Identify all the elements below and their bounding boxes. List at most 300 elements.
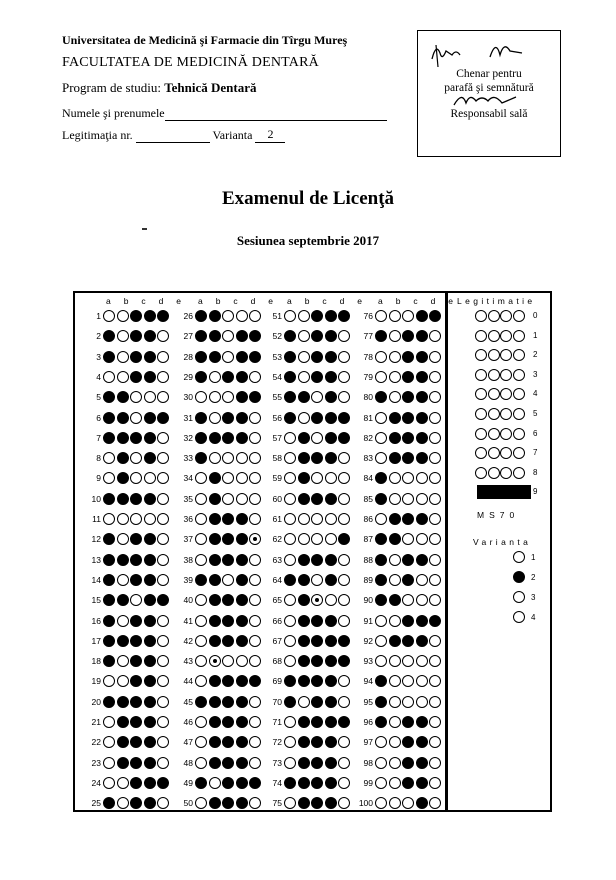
answer-bubble-b[interactable] — [117, 655, 129, 667]
answer-bubble-e[interactable] — [249, 493, 261, 505]
answer-bubble-b[interactable] — [209, 493, 221, 505]
answer-bubble-c[interactable] — [130, 513, 142, 525]
answer-bubble-a[interactable] — [103, 777, 115, 789]
answer-bubble-d[interactable] — [416, 452, 428, 464]
answer-bubble-c[interactable] — [222, 432, 234, 444]
answer-bubble-b[interactable] — [209, 757, 221, 769]
answer-bubble-c[interactable] — [130, 554, 142, 566]
answer-bubble-e[interactable] — [338, 574, 350, 586]
answer-bubble-d[interactable] — [144, 412, 156, 424]
legitimatie-bubble[interactable] — [475, 388, 487, 400]
answer-bubble-a[interactable] — [375, 696, 387, 708]
answer-bubble-a[interactable] — [103, 513, 115, 525]
answer-bubble-d[interactable] — [236, 615, 248, 627]
answer-bubble-a[interactable] — [103, 452, 115, 464]
answer-bubble-d[interactable] — [236, 472, 248, 484]
answer-bubble-e[interactable] — [249, 696, 261, 708]
answer-bubble-b[interactable] — [209, 594, 221, 606]
answer-bubble-a[interactable] — [375, 351, 387, 363]
answer-bubble-a[interactable] — [195, 472, 207, 484]
answer-bubble-a[interactable] — [195, 777, 207, 789]
answer-bubble-a[interactable] — [195, 696, 207, 708]
answer-bubble-d[interactable] — [325, 371, 337, 383]
answer-bubble-e[interactable] — [429, 574, 441, 586]
answer-bubble-a[interactable] — [103, 533, 115, 545]
answer-bubble-d[interactable] — [325, 675, 337, 687]
answer-bubble-d[interactable] — [416, 594, 428, 606]
answer-bubble-b[interactable] — [389, 777, 401, 789]
answer-bubble-d[interactable] — [236, 391, 248, 403]
answer-bubble-d[interactable] — [416, 371, 428, 383]
answer-bubble-e[interactable] — [338, 675, 350, 687]
answer-bubble-d[interactable] — [236, 310, 248, 322]
answer-bubble-e[interactable] — [338, 533, 350, 545]
varianta-bubble[interactable] — [513, 611, 525, 623]
answer-bubble-a[interactable] — [375, 371, 387, 383]
legitimatie-bubble[interactable] — [475, 428, 487, 440]
answer-bubble-b[interactable] — [117, 472, 129, 484]
legitimatie-bubble[interactable] — [500, 408, 512, 420]
legitimatie-bubble[interactable] — [513, 467, 525, 479]
answer-bubble-c[interactable] — [402, 452, 414, 464]
answer-bubble-d[interactable] — [325, 472, 337, 484]
answer-bubble-e[interactable] — [157, 493, 169, 505]
answer-bubble-d[interactable] — [325, 696, 337, 708]
answer-bubble-d[interactable] — [144, 513, 156, 525]
legitimatie-bubble[interactable] — [475, 369, 487, 381]
answer-bubble-e[interactable] — [157, 391, 169, 403]
answer-bubble-a[interactable] — [375, 797, 387, 809]
answer-bubble-e[interactable] — [157, 757, 169, 769]
answer-bubble-e[interactable] — [429, 777, 441, 789]
answer-bubble-d[interactable] — [236, 797, 248, 809]
answer-bubble-d[interactable] — [236, 594, 248, 606]
answer-bubble-a[interactable] — [375, 391, 387, 403]
answer-bubble-c[interactable] — [311, 797, 323, 809]
answer-bubble-c[interactable] — [222, 777, 234, 789]
answer-bubble-c[interactable] — [311, 777, 323, 789]
answer-bubble-c[interactable] — [222, 675, 234, 687]
answer-bubble-e[interactable] — [338, 655, 350, 667]
answer-bubble-a[interactable] — [195, 391, 207, 403]
answer-bubble-c[interactable] — [402, 412, 414, 424]
answer-bubble-a[interactable] — [375, 432, 387, 444]
answer-bubble-c[interactable] — [311, 533, 323, 545]
answer-bubble-b[interactable] — [298, 594, 310, 606]
answer-bubble-e[interactable] — [157, 594, 169, 606]
answer-bubble-b[interactable] — [117, 554, 129, 566]
answer-bubble-c[interactable] — [130, 797, 142, 809]
answer-bubble-b[interactable] — [298, 777, 310, 789]
answer-bubble-d[interactable] — [144, 391, 156, 403]
legitimatie-bubble[interactable] — [475, 310, 487, 322]
answer-bubble-a[interactable] — [103, 757, 115, 769]
answer-bubble-d[interactable] — [416, 554, 428, 566]
answer-bubble-a[interactable] — [375, 412, 387, 424]
answer-bubble-e[interactable] — [249, 432, 261, 444]
answer-bubble-e[interactable] — [157, 675, 169, 687]
answer-bubble-d[interactable] — [325, 310, 337, 322]
answer-bubble-b[interactable] — [389, 696, 401, 708]
answer-bubble-d[interactable] — [325, 777, 337, 789]
answer-bubble-e[interactable] — [157, 716, 169, 728]
answer-bubble-a[interactable] — [284, 615, 296, 627]
answer-bubble-e[interactable] — [157, 432, 169, 444]
answer-bubble-a[interactable] — [195, 452, 207, 464]
answer-bubble-b[interactable] — [209, 777, 221, 789]
answer-bubble-d[interactable] — [144, 797, 156, 809]
answer-bubble-d[interactable] — [144, 635, 156, 647]
answer-bubble-a[interactable] — [375, 757, 387, 769]
answer-bubble-e[interactable] — [338, 330, 350, 342]
answer-bubble-b[interactable] — [389, 371, 401, 383]
answer-bubble-c[interactable] — [402, 351, 414, 363]
answer-bubble-d[interactable] — [236, 655, 248, 667]
answer-bubble-a[interactable] — [375, 655, 387, 667]
answer-bubble-d[interactable] — [416, 797, 428, 809]
answer-bubble-c[interactable] — [222, 452, 234, 464]
answer-bubble-c[interactable] — [311, 594, 323, 606]
answer-bubble-a[interactable] — [375, 736, 387, 748]
answer-bubble-a[interactable] — [284, 391, 296, 403]
answer-bubble-b[interactable] — [117, 412, 129, 424]
answer-bubble-d[interactable] — [144, 574, 156, 586]
answer-bubble-b[interactable] — [117, 594, 129, 606]
answer-bubble-c[interactable] — [222, 472, 234, 484]
answer-bubble-d[interactable] — [416, 533, 428, 545]
answer-bubble-d[interactable] — [144, 716, 156, 728]
answer-bubble-d[interactable] — [416, 432, 428, 444]
answer-bubble-c[interactable] — [402, 675, 414, 687]
legitimatie-bubble[interactable] — [488, 408, 500, 420]
answer-bubble-b[interactable] — [389, 615, 401, 627]
answer-bubble-c[interactable] — [130, 675, 142, 687]
answer-bubble-e[interactable] — [429, 696, 441, 708]
answer-bubble-c[interactable] — [311, 513, 323, 525]
answer-bubble-c[interactable] — [222, 310, 234, 322]
answer-bubble-b[interactable] — [389, 635, 401, 647]
answer-bubble-c[interactable] — [402, 615, 414, 627]
answer-bubble-b[interactable] — [117, 797, 129, 809]
answer-bubble-b[interactable] — [209, 533, 221, 545]
answer-bubble-a[interactable] — [195, 351, 207, 363]
answer-bubble-c[interactable] — [222, 493, 234, 505]
answer-bubble-d[interactable] — [325, 412, 337, 424]
answer-bubble-b[interactable] — [389, 736, 401, 748]
answer-bubble-e[interactable] — [157, 615, 169, 627]
id-field[interactable] — [136, 142, 210, 143]
answer-bubble-d[interactable] — [144, 330, 156, 342]
answer-bubble-a[interactable] — [375, 513, 387, 525]
answer-bubble-b[interactable] — [117, 310, 129, 322]
answer-bubble-a[interactable] — [375, 554, 387, 566]
legitimatie-bubble[interactable] — [488, 447, 500, 459]
answer-bubble-e[interactable] — [249, 371, 261, 383]
answer-bubble-d[interactable] — [144, 777, 156, 789]
answer-bubble-b[interactable] — [209, 554, 221, 566]
answer-bubble-a[interactable] — [195, 797, 207, 809]
answer-bubble-e[interactable] — [429, 432, 441, 444]
answer-bubble-d[interactable] — [325, 533, 337, 545]
answer-bubble-b[interactable] — [209, 797, 221, 809]
answer-bubble-e[interactable] — [249, 736, 261, 748]
answer-bubble-b[interactable] — [117, 574, 129, 586]
answer-bubble-a[interactable] — [284, 635, 296, 647]
answer-bubble-c[interactable] — [311, 452, 323, 464]
answer-bubble-e[interactable] — [157, 696, 169, 708]
answer-bubble-b[interactable] — [298, 412, 310, 424]
answer-bubble-a[interactable] — [195, 493, 207, 505]
answer-bubble-d[interactable] — [416, 574, 428, 586]
legitimatie-bubble[interactable] — [500, 388, 512, 400]
answer-bubble-e[interactable] — [429, 330, 441, 342]
answer-bubble-e[interactable] — [249, 554, 261, 566]
answer-bubble-b[interactable] — [389, 574, 401, 586]
answer-bubble-a[interactable] — [375, 310, 387, 322]
legitimatie-bubble[interactable] — [475, 408, 487, 420]
answer-bubble-c[interactable] — [402, 330, 414, 342]
answer-bubble-d[interactable] — [416, 412, 428, 424]
answer-bubble-a[interactable] — [103, 675, 115, 687]
answer-bubble-e[interactable] — [338, 635, 350, 647]
answer-bubble-d[interactable] — [144, 675, 156, 687]
answer-bubble-a[interactable] — [284, 696, 296, 708]
answer-bubble-a[interactable] — [284, 452, 296, 464]
answer-bubble-d[interactable] — [325, 493, 337, 505]
answer-bubble-b[interactable] — [389, 655, 401, 667]
answer-bubble-c[interactable] — [222, 736, 234, 748]
answer-bubble-b[interactable] — [298, 757, 310, 769]
answer-bubble-e[interactable] — [249, 716, 261, 728]
answer-bubble-a[interactable] — [103, 696, 115, 708]
answer-bubble-c[interactable] — [311, 472, 323, 484]
answer-bubble-c[interactable] — [130, 493, 142, 505]
legitimatie-bubble[interactable] — [475, 330, 487, 342]
answer-bubble-a[interactable] — [103, 594, 115, 606]
answer-bubble-d[interactable] — [144, 615, 156, 627]
answer-bubble-b[interactable] — [117, 615, 129, 627]
answer-bubble-b[interactable] — [298, 310, 310, 322]
answer-bubble-a[interactable] — [284, 736, 296, 748]
answer-bubble-a[interactable] — [195, 432, 207, 444]
answer-bubble-c[interactable] — [222, 412, 234, 424]
legitimatie-bubble[interactable] — [475, 467, 487, 479]
answer-bubble-e[interactable] — [338, 412, 350, 424]
answer-bubble-d[interactable] — [144, 310, 156, 322]
answer-bubble-a[interactable] — [195, 635, 207, 647]
answer-bubble-b[interactable] — [298, 452, 310, 464]
answer-bubble-c[interactable] — [130, 716, 142, 728]
answer-bubble-e[interactable] — [249, 513, 261, 525]
answer-bubble-b[interactable] — [117, 513, 129, 525]
answer-bubble-e[interactable] — [338, 757, 350, 769]
answer-bubble-e[interactable] — [157, 655, 169, 667]
answer-bubble-d[interactable] — [416, 675, 428, 687]
answer-bubble-e[interactable] — [249, 391, 261, 403]
answer-bubble-e[interactable] — [429, 533, 441, 545]
answer-bubble-d[interactable] — [236, 696, 248, 708]
answer-bubble-b[interactable] — [298, 330, 310, 342]
answer-bubble-a[interactable] — [284, 655, 296, 667]
answer-bubble-d[interactable] — [144, 757, 156, 769]
answer-bubble-d[interactable] — [416, 757, 428, 769]
answer-bubble-a[interactable] — [284, 574, 296, 586]
answer-bubble-b[interactable] — [298, 493, 310, 505]
answer-bubble-b[interactable] — [209, 371, 221, 383]
answer-bubble-d[interactable] — [325, 554, 337, 566]
answer-bubble-b[interactable] — [117, 351, 129, 363]
answer-bubble-d[interactable] — [325, 391, 337, 403]
answer-bubble-b[interactable] — [209, 472, 221, 484]
answer-bubble-b[interactable] — [117, 635, 129, 647]
answer-bubble-d[interactable] — [236, 757, 248, 769]
answer-bubble-b[interactable] — [389, 797, 401, 809]
answer-bubble-b[interactable] — [298, 736, 310, 748]
answer-bubble-a[interactable] — [284, 554, 296, 566]
answer-bubble-c[interactable] — [402, 696, 414, 708]
answer-bubble-b[interactable] — [389, 554, 401, 566]
legitimatie-bubble[interactable] — [513, 369, 525, 381]
answer-bubble-c[interactable] — [311, 493, 323, 505]
answer-bubble-b[interactable] — [117, 533, 129, 545]
answer-bubble-e[interactable] — [338, 432, 350, 444]
answer-bubble-a[interactable] — [284, 330, 296, 342]
answer-bubble-d[interactable] — [236, 513, 248, 525]
answer-bubble-e[interactable] — [157, 310, 169, 322]
answer-bubble-e[interactable] — [429, 736, 441, 748]
answer-bubble-c[interactable] — [130, 615, 142, 627]
answer-bubble-e[interactable] — [429, 594, 441, 606]
answer-bubble-e[interactable] — [157, 472, 169, 484]
answer-bubble-e[interactable] — [249, 615, 261, 627]
answer-bubble-d[interactable] — [236, 330, 248, 342]
answer-bubble-a[interactable] — [103, 574, 115, 586]
answer-bubble-a[interactable] — [103, 351, 115, 363]
answer-bubble-b[interactable] — [389, 432, 401, 444]
answer-bubble-b[interactable] — [117, 330, 129, 342]
answer-bubble-b[interactable] — [389, 351, 401, 363]
answer-bubble-e[interactable] — [429, 371, 441, 383]
answer-bubble-c[interactable] — [402, 655, 414, 667]
answer-bubble-d[interactable] — [325, 432, 337, 444]
answer-bubble-c[interactable] — [402, 391, 414, 403]
answer-bubble-d[interactable] — [416, 472, 428, 484]
answer-bubble-e[interactable] — [157, 574, 169, 586]
answer-bubble-a[interactable] — [103, 615, 115, 627]
answer-bubble-a[interactable] — [103, 310, 115, 322]
legitimatie-bubble[interactable] — [488, 467, 500, 479]
answer-bubble-e[interactable] — [338, 371, 350, 383]
legitimatie-bubble[interactable] — [500, 428, 512, 440]
answer-bubble-b[interactable] — [298, 615, 310, 627]
answer-bubble-e[interactable] — [429, 310, 441, 322]
answer-bubble-d[interactable] — [144, 472, 156, 484]
answer-bubble-b[interactable] — [389, 513, 401, 525]
answer-bubble-a[interactable] — [284, 371, 296, 383]
answer-bubble-a[interactable] — [284, 432, 296, 444]
answer-bubble-b[interactable] — [298, 351, 310, 363]
legitimatie-bubble[interactable] — [475, 349, 487, 361]
answer-bubble-e[interactable] — [429, 635, 441, 647]
answer-bubble-c[interactable] — [130, 696, 142, 708]
answer-bubble-e[interactable] — [249, 675, 261, 687]
answer-bubble-e[interactable] — [338, 716, 350, 728]
answer-bubble-e[interactable] — [338, 696, 350, 708]
answer-bubble-c[interactable] — [130, 391, 142, 403]
answer-bubble-d[interactable] — [236, 533, 248, 545]
answer-bubble-b[interactable] — [389, 716, 401, 728]
answer-bubble-e[interactable] — [338, 493, 350, 505]
answer-bubble-a[interactable] — [103, 635, 115, 647]
answer-bubble-c[interactable] — [130, 757, 142, 769]
answer-bubble-e[interactable] — [429, 351, 441, 363]
answer-bubble-d[interactable] — [325, 797, 337, 809]
legitimatie-bubble[interactable] — [513, 428, 525, 440]
answer-bubble-b[interactable] — [209, 615, 221, 627]
answer-bubble-a[interactable] — [284, 533, 296, 545]
answer-bubble-c[interactable] — [222, 696, 234, 708]
legitimatie-bubble[interactable] — [500, 369, 512, 381]
answer-bubble-e[interactable] — [249, 777, 261, 789]
answer-bubble-d[interactable] — [325, 736, 337, 748]
answer-bubble-e[interactable] — [249, 452, 261, 464]
answer-bubble-d[interactable] — [416, 330, 428, 342]
answer-bubble-a[interactable] — [195, 533, 207, 545]
legitimatie-bubble[interactable] — [500, 330, 512, 342]
answer-bubble-e[interactable] — [338, 472, 350, 484]
answer-bubble-b[interactable] — [117, 716, 129, 728]
answer-bubble-c[interactable] — [222, 615, 234, 627]
answer-bubble-a[interactable] — [195, 330, 207, 342]
answer-bubble-e[interactable] — [429, 554, 441, 566]
answer-bubble-b[interactable] — [117, 757, 129, 769]
answer-bubble-c[interactable] — [130, 472, 142, 484]
answer-bubble-d[interactable] — [236, 574, 248, 586]
answer-bubble-b[interactable] — [209, 412, 221, 424]
answer-bubble-b[interactable] — [117, 452, 129, 464]
answer-bubble-c[interactable] — [222, 371, 234, 383]
answer-bubble-a[interactable] — [195, 310, 207, 322]
name-field[interactable] — [165, 120, 387, 121]
answer-bubble-d[interactable] — [144, 533, 156, 545]
answer-bubble-b[interactable] — [209, 696, 221, 708]
answer-bubble-c[interactable] — [222, 635, 234, 647]
answer-bubble-d[interactable] — [325, 513, 337, 525]
answer-bubble-e[interactable] — [157, 635, 169, 647]
answer-bubble-c[interactable] — [311, 635, 323, 647]
answer-bubble-d[interactable] — [325, 716, 337, 728]
legitimatie-bubble[interactable] — [500, 447, 512, 459]
answer-bubble-e[interactable] — [338, 777, 350, 789]
answer-bubble-a[interactable] — [195, 736, 207, 748]
answer-bubble-e[interactable] — [338, 391, 350, 403]
answer-bubble-a[interactable] — [103, 655, 115, 667]
answer-bubble-c[interactable] — [311, 716, 323, 728]
answer-bubble-b[interactable] — [117, 736, 129, 748]
answer-bubble-c[interactable] — [222, 391, 234, 403]
answer-bubble-a[interactable] — [103, 391, 115, 403]
answer-bubble-a[interactable] — [103, 432, 115, 444]
answer-bubble-e[interactable] — [338, 554, 350, 566]
answer-bubble-e[interactable] — [338, 736, 350, 748]
answer-bubble-b[interactable] — [389, 533, 401, 545]
answer-bubble-d[interactable] — [325, 330, 337, 342]
answer-bubble-a[interactable] — [103, 554, 115, 566]
legitimatie-bubble[interactable] — [500, 349, 512, 361]
answer-bubble-a[interactable] — [375, 472, 387, 484]
answer-bubble-b[interactable] — [117, 675, 129, 687]
answer-bubble-a[interactable] — [195, 716, 207, 728]
